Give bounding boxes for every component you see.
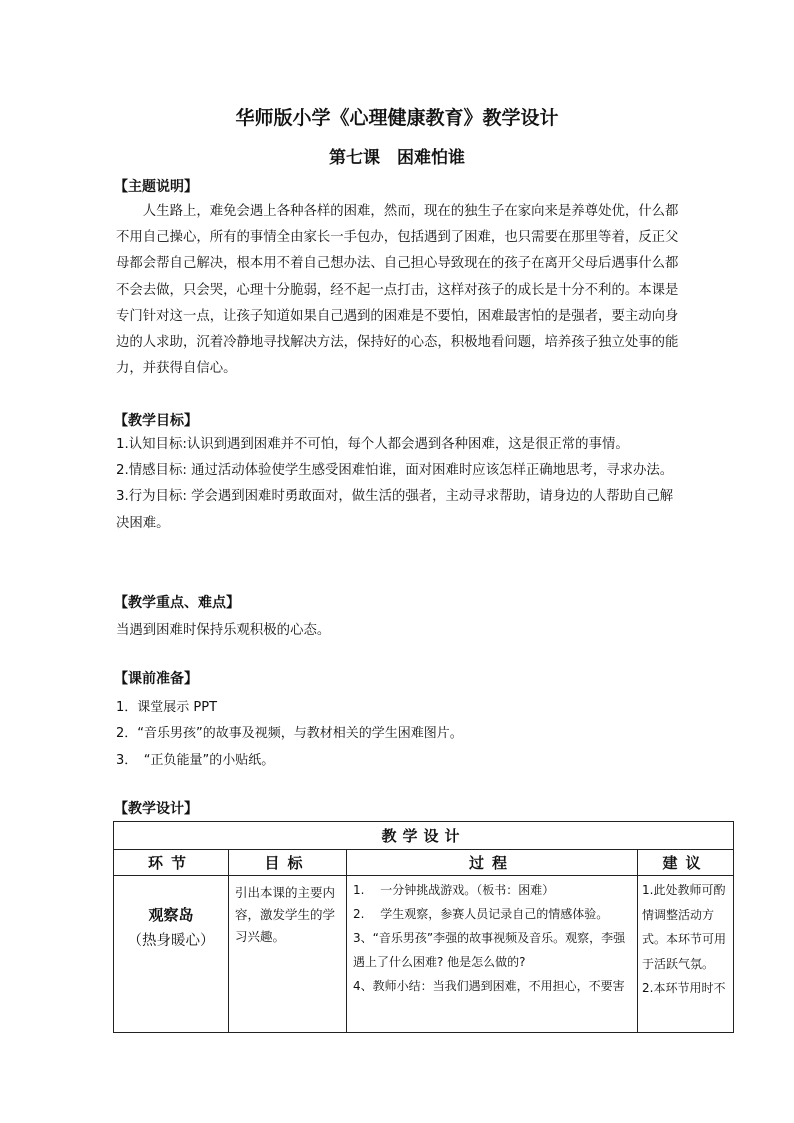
prep-item-2: 2．“音乐男孩”的故事及视频，与教材相关的学生困难图片。: [116, 726, 463, 741]
stage-subtitle: （热身暖心）: [127, 933, 215, 949]
process-step-2: 2. 学生观察，参赛人员记录自己的情感体验。: [353, 907, 609, 921]
keypoints-heading: 【教学重点、难点】: [114, 595, 240, 611]
suggestion-cell: [638, 876, 734, 1033]
column-header-process: 过程: [347, 850, 638, 876]
goal-item-2: 2.情感目标: 通过活动体验使学生感受困难怕谁，面对困难时应该怎样正确地思考，寻求办法。: [116, 463, 674, 479]
goals-heading: 【教学目标】: [114, 413, 198, 429]
keypoints-text: 当遇到困难时保持乐观积极的心态。: [116, 623, 331, 638]
process-step-4: 4、教师小结：当我们遇到困难，不用担心，不要害: [353, 979, 625, 993]
design-heading: 【教学设计】: [114, 801, 198, 817]
prep-heading: 【课前准备】: [114, 671, 198, 687]
teaching-design-table: [113, 821, 734, 1033]
goal-cell: 引出本课的主要内容，激发学生的学习兴趣。: [229, 876, 347, 1033]
stage-name: 观察岛: [148, 906, 194, 924]
process-step-3: 3、“音乐男孩”李强的故事视频及音乐。观察，李强遇上了什么困难? 他是怎么做的?: [353, 931, 626, 969]
goal-item-1: 1.认知目标:认识到遇到困难并不可怕，每个人都会遇到各种困难，这是很正常的事情。: [116, 437, 629, 452]
stage-cell: [114, 876, 229, 1033]
column-header-suggestion: 建议: [638, 850, 734, 876]
document-title: 华师版小学《心理健康教育》教学设计: [235, 107, 559, 129]
goals-list: [116, 432, 682, 537]
lesson-title: 第七课 困难怕谁: [329, 148, 465, 168]
theme-paragraph: 人生路上，难免会遇上各种各样的困难，然而，现在的独生子在家向来是养尊处优，什么都不用自己操心，所有的事情全由家长一手包办，包括遇到了困难，也只需要在那里等着，反正父母都会帮自己解决，根本用不着自己想办法、自己担心导致现在的孩子在离开父母后遇事什么都不会去做，只会哭，心理十分脆弱，经不起一点打击，这样对孩子的成长是十分不利的。本课是专门针对这一点，让孩子知道如果自己遇到的困难是不要怕，困难最害怕的是强者，要主动向身边的人求助，沉着冷静地寻找解决方法，保持好的心态，积极地看问题，培养孩子独立处事的能力，并获得自信心。: [116, 204, 679, 377]
column-header-goal: 目标: [229, 850, 347, 876]
theme-heading: 【主题说明】: [114, 179, 198, 195]
table-row: [114, 876, 734, 1033]
suggestion-1: 1.此处教师可酌情调整活动方式。本环节可用于活跃气氛。: [642, 883, 727, 971]
table-title: 教学设计: [114, 822, 734, 850]
prep-item-1: 1．课堂展示 PPT: [116, 700, 218, 715]
prep-item-3: 3． “正负能量”的小贴纸。: [116, 753, 275, 768]
process-cell: [347, 876, 638, 1033]
goal-item-3: 3.行为目标: 学会遇到困难时勇敢面对，做生活的强者，主动寻求帮助，请身边的人帮助自己解决困难。: [116, 489, 674, 531]
column-header-stage: 环节: [114, 850, 229, 876]
suggestion-2: 2.本环节用时不: [642, 981, 726, 995]
process-step-1: 1. 一分钟挑战游戏。（板书：困难）: [353, 883, 555, 897]
